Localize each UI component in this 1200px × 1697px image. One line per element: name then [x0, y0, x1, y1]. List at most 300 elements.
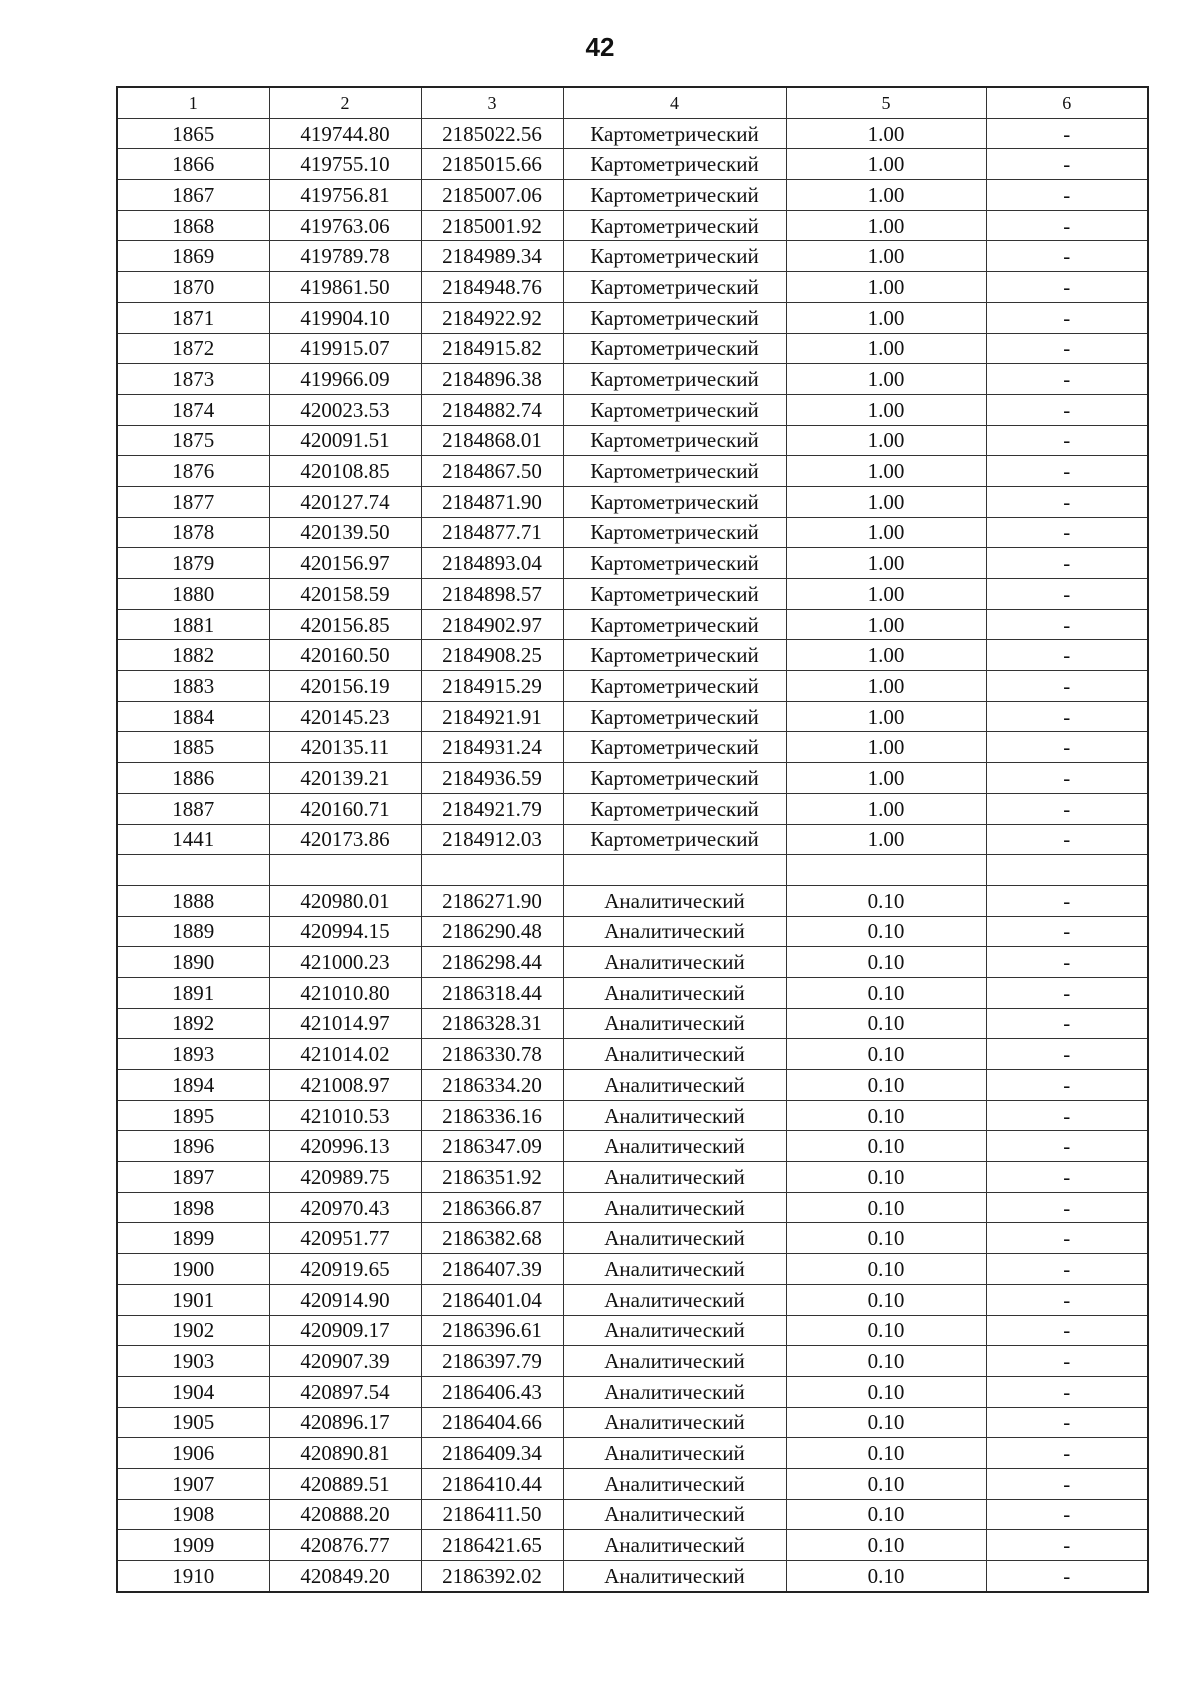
description-cell — [986, 855, 1148, 886]
y-coordinate-cell: 2185022.56 — [421, 118, 563, 149]
y-coordinate-cell: 2184882.74 — [421, 394, 563, 425]
x-coordinate-cell: 420914.90 — [269, 1284, 421, 1315]
method-cell: Картометрический — [563, 671, 786, 702]
description-cell: - — [986, 118, 1148, 149]
y-coordinate-cell: 2186351.92 — [421, 1162, 563, 1193]
x-coordinate-cell: 420919.65 — [269, 1254, 421, 1285]
table-row — [117, 701, 1148, 732]
method-cell: Картометрический — [563, 118, 786, 149]
x-coordinate-cell: 419789.78 — [269, 241, 421, 272]
x-coordinate-cell: 420091.51 — [269, 425, 421, 456]
accuracy-cell: 1.00 — [786, 394, 986, 425]
description-cell: - — [986, 1284, 1148, 1315]
method-cell: Картометрический — [563, 640, 786, 671]
table-row — [117, 1284, 1148, 1315]
x-coordinate-cell: 421014.97 — [269, 1008, 421, 1039]
accuracy-cell: 0.10 — [786, 1561, 986, 1592]
y-coordinate-cell: 2184921.79 — [421, 793, 563, 824]
accuracy-cell: 1.00 — [786, 609, 986, 640]
y-coordinate-cell: 2184912.03 — [421, 824, 563, 855]
table-row — [117, 1008, 1148, 1039]
y-coordinate-cell: 2185015.66 — [421, 149, 563, 180]
method-cell: Аналитический — [563, 977, 786, 1008]
x-coordinate-cell: 419756.81 — [269, 180, 421, 211]
point-number-cell: 1883 — [117, 671, 269, 702]
x-coordinate-cell: 420173.86 — [269, 824, 421, 855]
method-cell: Аналитический — [563, 1254, 786, 1285]
x-coordinate-cell: 419904.10 — [269, 302, 421, 333]
method-cell: Картометрический — [563, 548, 786, 579]
table-body — [117, 87, 1148, 1592]
description-cell: - — [986, 640, 1148, 671]
y-coordinate-cell: 2186397.79 — [421, 1346, 563, 1377]
description-cell: - — [986, 364, 1148, 395]
description-cell: - — [986, 1407, 1148, 1438]
description-cell: - — [986, 486, 1148, 517]
point-number-cell: 1892 — [117, 1008, 269, 1039]
method-cell: Картометрический — [563, 180, 786, 211]
description-cell: - — [986, 1499, 1148, 1530]
point-number-cell: 1881 — [117, 609, 269, 640]
table-row — [117, 394, 1148, 425]
point-number-cell: 1909 — [117, 1530, 269, 1561]
accuracy-cell: 0.10 — [786, 1254, 986, 1285]
point-number-cell: 1869 — [117, 241, 269, 272]
description-cell: - — [986, 763, 1148, 794]
description-cell: - — [986, 425, 1148, 456]
table-row — [117, 333, 1148, 364]
method-cell: Картометрический — [563, 394, 786, 425]
x-coordinate-cell: 420127.74 — [269, 486, 421, 517]
description-cell: - — [986, 885, 1148, 916]
y-coordinate-cell: 2186401.04 — [421, 1284, 563, 1315]
point-number-cell: 1894 — [117, 1070, 269, 1101]
point-number-cell: 1896 — [117, 1131, 269, 1162]
point-number-cell: 1441 — [117, 824, 269, 855]
y-coordinate-cell: 2184921.91 — [421, 701, 563, 732]
method-cell: Картометрический — [563, 579, 786, 610]
point-number-cell: 1879 — [117, 548, 269, 579]
x-coordinate-cell: 419755.10 — [269, 149, 421, 180]
method-cell: Картометрический — [563, 486, 786, 517]
y-coordinate-cell: 2184915.29 — [421, 671, 563, 702]
y-coordinate-cell: 2186421.65 — [421, 1530, 563, 1561]
table-row — [117, 425, 1148, 456]
point-number-cell: 1893 — [117, 1039, 269, 1070]
method-cell: Картометрический — [563, 609, 786, 640]
x-coordinate-cell: 421000.23 — [269, 947, 421, 978]
point-number-cell: 1887 — [117, 793, 269, 824]
y-coordinate-cell — [421, 855, 563, 886]
y-coordinate-cell: 2186347.09 — [421, 1131, 563, 1162]
accuracy-cell: 1.00 — [786, 118, 986, 149]
y-coordinate-cell: 2185007.06 — [421, 180, 563, 211]
x-coordinate-cell: 420156.19 — [269, 671, 421, 702]
accuracy-cell: 0.10 — [786, 1100, 986, 1131]
point-number-cell: 1897 — [117, 1162, 269, 1193]
table-row — [117, 517, 1148, 548]
method-cell: Аналитический — [563, 1407, 786, 1438]
point-number-cell: 1874 — [117, 394, 269, 425]
x-coordinate-cell: 420951.77 — [269, 1223, 421, 1254]
description-cell: - — [986, 241, 1148, 272]
y-coordinate-cell: 2184877.71 — [421, 517, 563, 548]
method-cell: Аналитический — [563, 1039, 786, 1070]
table-row — [117, 1315, 1148, 1346]
x-coordinate-cell: 420994.15 — [269, 916, 421, 947]
x-coordinate-cell: 421010.53 — [269, 1100, 421, 1131]
description-cell: - — [986, 394, 1148, 425]
coordinates-table — [116, 86, 1149, 1593]
y-coordinate-cell: 2184989.34 — [421, 241, 563, 272]
method-cell: Аналитический — [563, 1162, 786, 1193]
table-row — [117, 855, 1148, 886]
table-row — [117, 671, 1148, 702]
description-cell: - — [986, 302, 1148, 333]
x-coordinate-cell: 421010.80 — [269, 977, 421, 1008]
y-coordinate-cell: 2186406.43 — [421, 1376, 563, 1407]
y-coordinate-cell: 2184893.04 — [421, 548, 563, 579]
table-row — [117, 579, 1148, 610]
method-cell: Аналитический — [563, 1346, 786, 1377]
description-cell: - — [986, 548, 1148, 579]
accuracy-cell: 0.10 — [786, 977, 986, 1008]
description-cell: - — [986, 1008, 1148, 1039]
x-coordinate-cell: 420876.77 — [269, 1530, 421, 1561]
table-row — [117, 1162, 1148, 1193]
x-coordinate-cell: 419861.50 — [269, 272, 421, 303]
point-number-cell: 1903 — [117, 1346, 269, 1377]
point-number-cell: 1872 — [117, 333, 269, 364]
table-row — [117, 1438, 1148, 1469]
x-coordinate-cell: 420160.50 — [269, 640, 421, 671]
method-cell: Картометрический — [563, 272, 786, 303]
y-coordinate-cell: 2186318.44 — [421, 977, 563, 1008]
accuracy-cell: 1.00 — [786, 333, 986, 364]
point-number-cell: 1904 — [117, 1376, 269, 1407]
description-cell: - — [986, 1039, 1148, 1070]
table-row — [117, 1223, 1148, 1254]
accuracy-cell: 1.00 — [786, 272, 986, 303]
y-coordinate-cell: 2184915.82 — [421, 333, 563, 364]
point-number-cell: 1878 — [117, 517, 269, 548]
x-coordinate-cell: 420980.01 — [269, 885, 421, 916]
table-row — [117, 118, 1148, 149]
y-coordinate-cell: 2184871.90 — [421, 486, 563, 517]
x-coordinate-cell: 420897.54 — [269, 1376, 421, 1407]
point-number-cell: 1895 — [117, 1100, 269, 1131]
point-number-cell — [117, 855, 269, 886]
method-cell: Аналитический — [563, 947, 786, 978]
y-coordinate-cell: 2186382.68 — [421, 1223, 563, 1254]
x-coordinate-cell: 420888.20 — [269, 1499, 421, 1530]
description-cell: - — [986, 517, 1148, 548]
description-cell: - — [986, 1376, 1148, 1407]
table-row — [117, 1346, 1148, 1377]
table-row — [117, 548, 1148, 579]
method-cell: Аналитический — [563, 1499, 786, 1530]
method-cell: Картометрический — [563, 517, 786, 548]
x-coordinate-cell: 420145.23 — [269, 701, 421, 732]
x-coordinate-cell: 420108.85 — [269, 456, 421, 487]
y-coordinate-cell: 2184902.97 — [421, 609, 563, 640]
table-row — [117, 1561, 1148, 1592]
method-cell: Аналитический — [563, 885, 786, 916]
x-coordinate-cell: 420909.17 — [269, 1315, 421, 1346]
y-coordinate-cell: 2186407.39 — [421, 1254, 563, 1285]
method-cell: Аналитический — [563, 916, 786, 947]
accuracy-cell: 0.10 — [786, 947, 986, 978]
accuracy-cell: 0.10 — [786, 1438, 986, 1469]
accuracy-cell: 1.00 — [786, 456, 986, 487]
accuracy-cell: 1.00 — [786, 364, 986, 395]
accuracy-cell: 0.10 — [786, 1039, 986, 1070]
description-cell: - — [986, 579, 1148, 610]
accuracy-cell: 1.00 — [786, 701, 986, 732]
table-header-row — [117, 87, 1148, 118]
x-coordinate-cell: 421014.02 — [269, 1039, 421, 1070]
table-row — [117, 210, 1148, 241]
description-cell: - — [986, 824, 1148, 855]
x-coordinate-cell: 419966.09 — [269, 364, 421, 395]
method-cell: Аналитический — [563, 1315, 786, 1346]
y-coordinate-cell: 2186290.48 — [421, 916, 563, 947]
y-coordinate-cell: 2186328.31 — [421, 1008, 563, 1039]
method-cell: Аналитический — [563, 1284, 786, 1315]
accuracy-cell: 0.10 — [786, 1346, 986, 1377]
description-cell: - — [986, 1100, 1148, 1131]
table-row — [117, 1192, 1148, 1223]
x-coordinate-cell: 420135.11 — [269, 732, 421, 763]
accuracy-cell: 1.00 — [786, 793, 986, 824]
accuracy-cell: 0.10 — [786, 1223, 986, 1254]
description-cell: - — [986, 180, 1148, 211]
description-cell: - — [986, 732, 1148, 763]
y-coordinate-cell: 2186411.50 — [421, 1499, 563, 1530]
description-cell: - — [986, 272, 1148, 303]
table-row — [117, 763, 1148, 794]
y-coordinate-cell: 2184908.25 — [421, 640, 563, 671]
y-coordinate-cell: 2186334.20 — [421, 1070, 563, 1101]
accuracy-cell: 1.00 — [786, 517, 986, 548]
y-coordinate-cell: 2184931.24 — [421, 732, 563, 763]
table-row — [117, 272, 1148, 303]
description-cell: - — [986, 947, 1148, 978]
accuracy-cell: 0.10 — [786, 885, 986, 916]
point-number-cell: 1884 — [117, 701, 269, 732]
table-row — [117, 1131, 1148, 1162]
point-number-cell: 1891 — [117, 977, 269, 1008]
y-coordinate-cell: 2184936.59 — [421, 763, 563, 794]
point-number-cell: 1877 — [117, 486, 269, 517]
accuracy-cell — [786, 855, 986, 886]
point-number-cell: 1882 — [117, 640, 269, 671]
point-number-cell: 1875 — [117, 425, 269, 456]
accuracy-cell: 1.00 — [786, 548, 986, 579]
description-cell: - — [986, 456, 1148, 487]
point-number-cell: 1876 — [117, 456, 269, 487]
x-coordinate-cell: 420139.50 — [269, 517, 421, 548]
table-row — [117, 1070, 1148, 1101]
x-coordinate-cell: 420889.51 — [269, 1468, 421, 1499]
y-coordinate-cell: 2184896.38 — [421, 364, 563, 395]
table-row — [117, 1468, 1148, 1499]
accuracy-cell: 0.10 — [786, 1530, 986, 1561]
x-coordinate-cell: 421008.97 — [269, 1070, 421, 1101]
method-cell: Аналитический — [563, 1131, 786, 1162]
table-row — [117, 149, 1148, 180]
column-header: 1 — [117, 87, 269, 118]
description-cell: - — [986, 1162, 1148, 1193]
point-number-cell: 1889 — [117, 916, 269, 947]
accuracy-cell: 0.10 — [786, 1376, 986, 1407]
method-cell: Аналитический — [563, 1468, 786, 1499]
accuracy-cell: 0.10 — [786, 1131, 986, 1162]
table-row — [117, 824, 1148, 855]
y-coordinate-cell: 2186392.02 — [421, 1561, 563, 1592]
y-coordinate-cell: 2186410.44 — [421, 1468, 563, 1499]
y-coordinate-cell: 2184948.76 — [421, 272, 563, 303]
table-row — [117, 609, 1148, 640]
accuracy-cell: 0.10 — [786, 1315, 986, 1346]
accuracy-cell: 1.00 — [786, 180, 986, 211]
point-number-cell: 1888 — [117, 885, 269, 916]
method-cell: Картометрический — [563, 425, 786, 456]
table-row — [117, 793, 1148, 824]
y-coordinate-cell: 2186404.66 — [421, 1407, 563, 1438]
point-number-cell: 1870 — [117, 272, 269, 303]
y-coordinate-cell: 2184922.92 — [421, 302, 563, 333]
accuracy-cell: 0.10 — [786, 1499, 986, 1530]
method-cell: Картометрический — [563, 732, 786, 763]
description-cell: - — [986, 1192, 1148, 1223]
x-coordinate-cell — [269, 855, 421, 886]
x-coordinate-cell: 420996.13 — [269, 1131, 421, 1162]
description-cell: - — [986, 1438, 1148, 1469]
table-row — [117, 364, 1148, 395]
x-coordinate-cell: 420907.39 — [269, 1346, 421, 1377]
y-coordinate-cell: 2186409.34 — [421, 1438, 563, 1469]
x-coordinate-cell: 420849.20 — [269, 1561, 421, 1592]
table-row — [117, 241, 1148, 272]
accuracy-cell: 0.10 — [786, 1008, 986, 1039]
page-number: 42 — [585, 32, 615, 62]
point-number-cell: 1910 — [117, 1561, 269, 1592]
point-number-cell: 1899 — [117, 1223, 269, 1254]
x-coordinate-cell: 420156.85 — [269, 609, 421, 640]
table-row — [117, 947, 1148, 978]
description-cell: - — [986, 149, 1148, 180]
method-cell: Картометрический — [563, 793, 786, 824]
description-cell: - — [986, 333, 1148, 364]
description-cell: - — [986, 1070, 1148, 1101]
method-cell: Картометрический — [563, 763, 786, 794]
y-coordinate-cell: 2186271.90 — [421, 885, 563, 916]
point-number-cell: 1865 — [117, 118, 269, 149]
point-number-cell: 1880 — [117, 579, 269, 610]
table-row — [117, 977, 1148, 1008]
accuracy-cell: 1.00 — [786, 425, 986, 456]
method-cell: Аналитический — [563, 1008, 786, 1039]
column-header: 3 — [421, 87, 563, 118]
table-row — [117, 302, 1148, 333]
accuracy-cell: 0.10 — [786, 1284, 986, 1315]
y-coordinate-cell: 2184898.57 — [421, 579, 563, 610]
accuracy-cell: 1.00 — [786, 241, 986, 272]
description-cell: - — [986, 671, 1148, 702]
method-cell: Аналитический — [563, 1438, 786, 1469]
method-cell: Аналитический — [563, 1561, 786, 1592]
x-coordinate-cell: 419744.80 — [269, 118, 421, 149]
method-cell: Картометрический — [563, 241, 786, 272]
accuracy-cell: 1.00 — [786, 579, 986, 610]
accuracy-cell: 1.00 — [786, 210, 986, 241]
method-cell: Картометрический — [563, 210, 786, 241]
point-number-cell: 1868 — [117, 210, 269, 241]
x-coordinate-cell: 420890.81 — [269, 1438, 421, 1469]
y-coordinate-cell: 2186336.16 — [421, 1100, 563, 1131]
accuracy-cell: 1.00 — [786, 671, 986, 702]
column-header: 6 — [986, 87, 1148, 118]
description-cell: - — [986, 1223, 1148, 1254]
x-coordinate-cell: 419763.06 — [269, 210, 421, 241]
description-cell: - — [986, 609, 1148, 640]
accuracy-cell: 1.00 — [786, 486, 986, 517]
point-number-cell: 1867 — [117, 180, 269, 211]
method-cell: Картометрический — [563, 701, 786, 732]
x-coordinate-cell: 420156.97 — [269, 548, 421, 579]
column-header: 2 — [269, 87, 421, 118]
method-cell: Аналитический — [563, 1070, 786, 1101]
accuracy-cell: 0.10 — [786, 1162, 986, 1193]
accuracy-cell: 0.10 — [786, 916, 986, 947]
x-coordinate-cell: 420896.17 — [269, 1407, 421, 1438]
point-number-cell: 1901 — [117, 1284, 269, 1315]
table-row — [117, 180, 1148, 211]
column-header: 4 — [563, 87, 786, 118]
accuracy-cell: 1.00 — [786, 824, 986, 855]
point-number-cell: 1908 — [117, 1499, 269, 1530]
point-number-cell: 1890 — [117, 947, 269, 978]
table-row — [117, 885, 1148, 916]
y-coordinate-cell: 2184868.01 — [421, 425, 563, 456]
method-cell: Картометрический — [563, 149, 786, 180]
table-row — [117, 1039, 1148, 1070]
accuracy-cell: 1.00 — [786, 763, 986, 794]
point-number-cell: 1873 — [117, 364, 269, 395]
accuracy-cell: 1.00 — [786, 640, 986, 671]
description-cell: - — [986, 1468, 1148, 1499]
method-cell: Аналитический — [563, 1530, 786, 1561]
table-row — [117, 1499, 1148, 1530]
description-cell: - — [986, 1131, 1148, 1162]
method-cell: Аналитический — [563, 1223, 786, 1254]
y-coordinate-cell: 2186396.61 — [421, 1315, 563, 1346]
accuracy-cell: 1.00 — [786, 149, 986, 180]
point-number-cell: 1905 — [117, 1407, 269, 1438]
description-cell: - — [986, 916, 1148, 947]
table-row — [117, 1407, 1148, 1438]
point-number-cell: 1907 — [117, 1468, 269, 1499]
method-cell: Аналитический — [563, 1376, 786, 1407]
table-row — [117, 916, 1148, 947]
table-row — [117, 486, 1148, 517]
x-coordinate-cell: 420023.53 — [269, 394, 421, 425]
y-coordinate-cell: 2185001.92 — [421, 210, 563, 241]
x-coordinate-cell: 420989.75 — [269, 1162, 421, 1193]
x-coordinate-cell: 419915.07 — [269, 333, 421, 364]
x-coordinate-cell: 420139.21 — [269, 763, 421, 794]
